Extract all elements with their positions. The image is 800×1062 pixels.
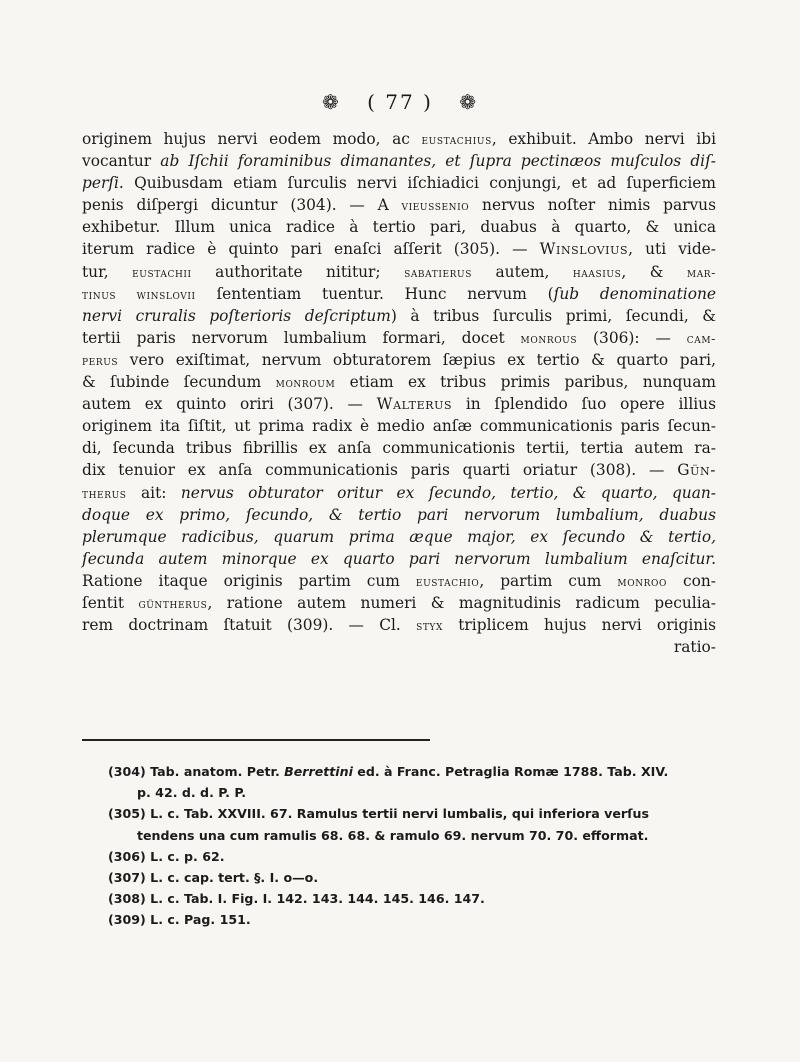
text-line: tertii paris nervorum lumbalium formari, docet monrous (306): — cam- xyxy=(82,328,716,347)
text-line: autem ex quinto oriri (307). — Walterus in ſplendido ſuo opere illius xyxy=(82,395,716,414)
footnote-305: (305) L. c. Tab. XXVIII. 67. Ramulus tertii nervi lumbalis, qui inferiora verſus xyxy=(108,806,650,822)
footnote-305-continued: tendens una cum ramulis 68. 68. & ramulo 69. nervum 70. 70. efformat. xyxy=(137,827,649,843)
text-line: tur, eustachii authoritate nititur; sabatierus autem, haasius, & mar- xyxy=(82,262,716,281)
text-line: exhibetur. Illum unica radice à tertio pari, duabus à quarto, & unica xyxy=(82,218,716,237)
text-line: originem hujus nervi eodem modo, ac eustachius, exhibuit. Ambo nervi ibi xyxy=(82,130,716,148)
page-number: ( 77 ) xyxy=(367,90,433,114)
text-line: Ratione itaque originis partim cum eustachio, partim cum monroo con- xyxy=(82,571,717,590)
text-line: & ſubinde ſecundum monroum etiam ex tribus primis paribus, nunquam xyxy=(82,373,716,392)
footnote-304-continued: p. 42. d. d. P. P. xyxy=(137,785,247,801)
text-line: originem ita ſiſtit, ut prima radix è medio anſæ communicationis paris ſecun- xyxy=(82,417,716,436)
flower-ornament-icon: ❁ xyxy=(321,90,341,114)
footnotes xyxy=(108,761,720,931)
text-line: penis diſpergi dicuntur (304). — A vieussenio nervus noſter nimis parvus xyxy=(82,196,716,215)
text-line: nervi cruralis poſterioris deſcriptum) à tribus ſurculis primi, ſecundi, & xyxy=(82,306,716,325)
text-line: perus vero exiſtimat, nervum obturatorem ſæpius ex tertio & quarto pari, xyxy=(82,350,716,369)
text-line: rem doctrinam ſtatuit (309). — Cl. styx triplicem hujus nervi originis xyxy=(82,616,716,635)
text-line: iterum radice è quinto pari enaſci aſſerit (305). — Winslovius, uti vide- xyxy=(82,240,716,259)
running-header xyxy=(0,90,800,114)
text-line: vocantur ab Iſchii foraminibus dimanantes, et ſupra pectinæos muſculos diſ- xyxy=(82,152,716,171)
text-line: therus ait: nervus obturator oritur ex ſecundo, tertio, & quarto, quan- xyxy=(82,483,716,502)
footnote-307: (307) L. c. cap. tert. §. I. o—o. xyxy=(108,870,319,886)
footnote-rule xyxy=(82,739,430,741)
text-line: dix tenuior ex anſa communicationis paris quarti oriatur (308). — Gün- xyxy=(82,461,716,480)
text-line: plerumque radicibus, quarum prima æque major, ex ſecundo & tertio, xyxy=(82,527,716,546)
text-line: doque ex primo, ſecundo, & tertio pari nervorum lumbalium, duabus xyxy=(82,505,716,524)
main-text xyxy=(82,128,716,658)
flower-ornament-icon: ❁ xyxy=(459,90,479,114)
catchword: ratio- xyxy=(673,638,716,657)
text-line: perſi. Quibusdam etiam ſurculis nervi iſchiadici conjungi, et ad ſuperficiem xyxy=(82,174,716,193)
footnote-309: (309) L. c. Pag. 151. xyxy=(108,912,251,928)
text-line: tinus winslovii ſententiam tuentur. Hunc nervum (ſub denominatione xyxy=(82,284,717,303)
footnote-304: (304) Tab. anatom. Petr. Berrettini ed. à Franc. Petraglia Romæ 1788. Tab. XIV. xyxy=(108,764,669,779)
text-line: ſecunda autem minorque ex quarto pari nervorum lumbalium enaſcitur. xyxy=(82,549,716,568)
footnote-308: (308) L. c. Tab. I. Fig. I. 142. 143. 144. 145. 146. 147. xyxy=(108,891,485,907)
text-line: di, ſecunda tribus fibrillis ex anſa communicationis tertii, tertia autem ra- xyxy=(82,439,716,458)
footnote-306: (306) L. c. p. 62. xyxy=(108,848,225,864)
text-line: ſentit güntherus, ratione autem numeri & magnitudinis radicum peculia- xyxy=(82,593,716,612)
